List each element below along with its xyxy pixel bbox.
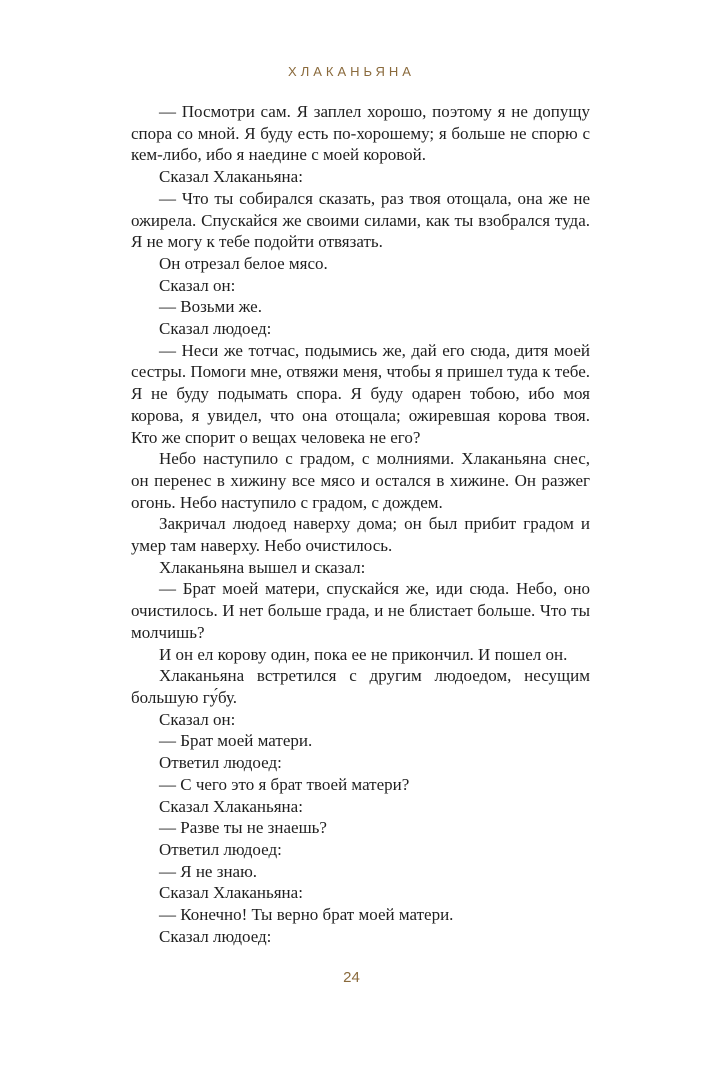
paragraph: — Брат моей матери. (159, 731, 313, 751)
paragraph: Небо наступило с градом, с молниями. Хлаканьяна снес, он перенес в хижину все мясо и остался в хижине. Он разжег огонь. Небо наступило с градом, с дождем. (131, 449, 590, 512)
paragraph: Ответил людоед: (159, 753, 282, 773)
paragraph: Закричал людоед наверху дома; он был прибит градом и умер там наверху. Небо очистилось. (131, 514, 590, 556)
paragraph: — Что ты собирался сказать, раз твоя отощала, она же не ожирела. Спускайся же своими силами, как ты взобрался туда. Я не могу к тебе подойти отвязать. (131, 188, 590, 252)
paragraph: — Разве ты не знаешь? (159, 818, 327, 838)
paragraph: Сказал Хлаканьяна: (159, 167, 303, 187)
paragraph: И он ел корову один, пока ее не прикончил. И пошел он. (159, 644, 568, 664)
paragraph: Сказал Хлаканьяна: (159, 796, 303, 816)
paragraph: Сказал он: (159, 275, 236, 295)
paragraph: — Неси же тотчас, подымись же, дай его сюда, дитя моей сестры. Помоги мне, отвяжи меня, чтобы я пришел туда к тебе. Я не буду подымать спора. Я буду одарен тобою, ибо моя корова, я увидел, что она отощала; ожиревшая корова твоя. Кто же спорит о вещах человека не его? (131, 340, 590, 447)
paragraph: Хлаканьяна вышел и сказал: (159, 557, 366, 577)
paragraph: Сказал людоед: (159, 926, 272, 946)
paragraph: — Возьми же. (159, 297, 262, 317)
paragraph: Хлаканьяна встретился с другим людоедом, несущим большую гу́бу. (131, 666, 590, 707)
body-text (131, 101, 590, 947)
paragraph: Ответил людоед: (159, 839, 282, 859)
paragraph: — Я не знаю. (159, 861, 258, 881)
paragraph: Сказал людоед: (159, 319, 272, 339)
paragraph: Он отрезал белое мясо. (159, 253, 328, 273)
running-title: ХЛАКАНЬЯНА (288, 64, 415, 79)
paragraph: — Брат моей матери, спускайся же, иди сюда. Небо, оно очистилось. И нет больше града, и не блистает больше. Что ты молчишь? (131, 579, 590, 642)
paragraph: — Конечно! Ты верно брат моей матери. (159, 905, 454, 925)
paragraph: — С чего это я брат твоей матери? (159, 774, 410, 794)
page-number: 24 (343, 969, 360, 986)
paragraph: Сказал он: (159, 709, 236, 729)
paragraph: Сказал Хлаканьяна: (159, 883, 303, 903)
paragraph: — Посмотри сам. Я заплел хорошо, поэтому я не допущу спора со мной. Я буду есть по-хорошему; я больше не спорю с кем-либо, ибо я наедине с моей коровой. (131, 102, 590, 165)
